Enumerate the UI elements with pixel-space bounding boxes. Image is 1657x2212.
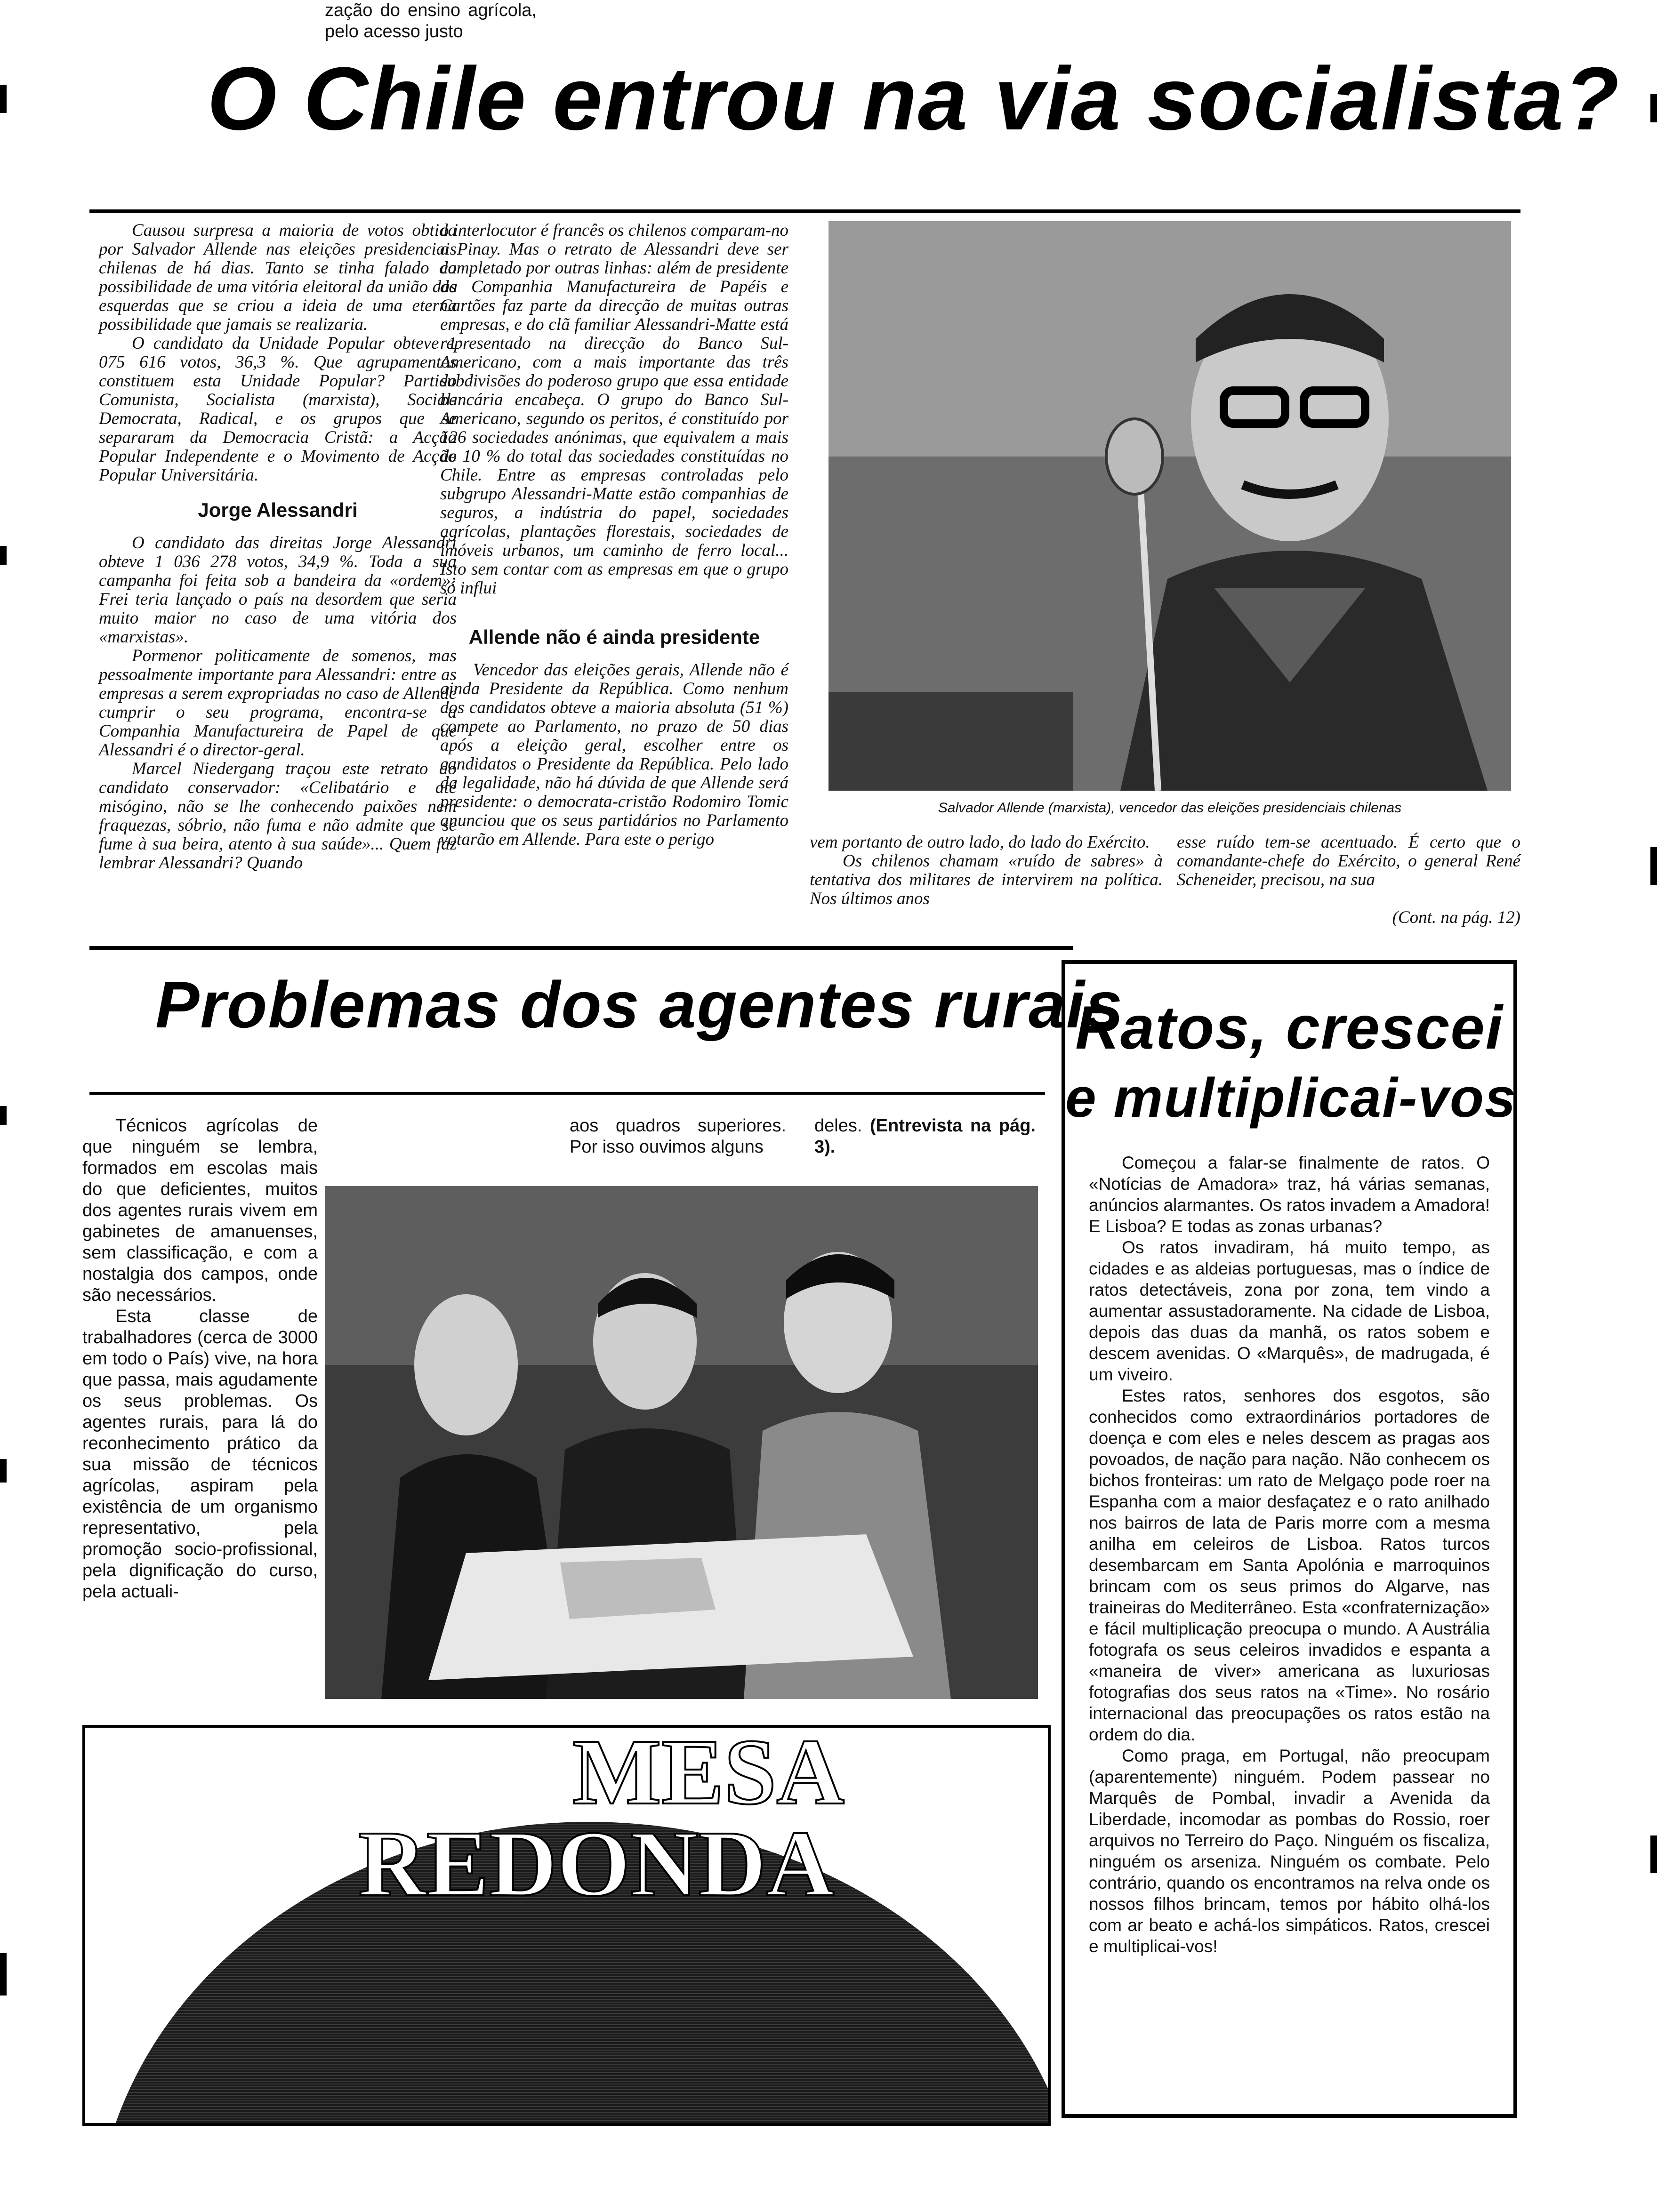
section-subhead: Allende não é ainda presidente [468, 626, 760, 648]
edge-mark [0, 1106, 7, 1125]
article-paragraph: Os chilenos chamam «ruído de sabres» à tentativa dos militares de intervirem na política. Nos últimos anos [810, 851, 1163, 908]
article-text: deles. [814, 1116, 862, 1136]
rural-column-4 [814, 1115, 1036, 1158]
article-paragraph: Os ratos invadiram, há muito tempo, as cidades e as aldeias portuguesas, mas o índice de ratos detectáveis, zona por zona, tem vindo a aumentar assustadoramente. Na cidade de Lisboa, depois das duas da manhã, os ratos sobem e descem avenidas. O «Marquês», de madrugada, é um viveiro. [1089, 1238, 1490, 1384]
page-headline: O Chile entrou na via socialista? [207, 49, 1620, 149]
mesa-redonda-disc [85, 1728, 1048, 2123]
redonda-word: REDONDA [358, 1812, 835, 1916]
section-subhead: Jorge Alessandri [198, 499, 358, 521]
article-column-2 [440, 221, 788, 849]
section-rule [89, 1092, 1045, 1095]
edge-mark [0, 85, 7, 113]
section-rule [89, 946, 1073, 950]
article-paragraph: Pormenor politicamente de somenos, mas pessoalmente importante para Alessandri: entre as empresas a serem expropriadas no caso de Allende cumprir o seu programa, encontra-se a Companhia Manufactureira de Papel de que Alessandri é o director-geral. [99, 646, 457, 760]
article-column-3 [810, 833, 1163, 908]
article-paragraph: Como praga, em Portugal, não preocupam (aparentemente) ninguém. Podem passear no Marquês de Pombal, invadir a Avenida da Liberdade, incomodar as pombas do Rossio, roer arquivos no Terreiro do Paço. Ninguém os fiscaliza, ninguém os arseniza. Ninguém os combate. Pelo contrário, quando os encontramos na relva onde os nossos filhos brincam, temos por hábito olhá-los com ar beato e achá-los simpáticos. Ratos, crescei e multiplicai-vos! [1089, 1746, 1490, 1956]
article-paragraph: Estes ratos, senhores dos esgotos, são conhecidos como extraordinários portadores de doença e com eles e neles descem as pragas aos povoados, de nação para nação. Não conhecem os bichos fronteiras: um rato de Melgaço pode roer na Espanha com a maior desfaçatez e o rato anilhado nos bairros de lata de Paris morre com a mesma anilha em celeiros de Lisboa. Ratos turcos desembarcam em Santa Apolónia e marroquinos brincam com os seus primos do Algarve, nas traineiras do Mediterrâneo. Esta «confraternização» e fácil multiplicação preocupa o mundo. A Austrália fotografa os seus celeiros invadidos e espanta a «maneira de viver» americana as luxuriosas fotografias dos seus ratos na «Time». No rosário internacional das preocupações os ratos estão na ordem do dia. [1089, 1386, 1490, 1744]
article-paragraph: O candidato da Unidade Popular obteve 1 075 616 votos, 36,3 %. Que agrupamentos constituem esta Unidade Popular? Partido Comunista, Socialista (marxista), Social-Democrata, Radical, e os grupos que se separaram da Democracia Cristã: a Acção Popular Independente e o Movimento de Acção Popular Universitária. [99, 334, 457, 485]
edge-mark [0, 546, 7, 565]
photo-caption: Salvador Allende (marxista), vencedor das eleições presidenciais chilenas [938, 800, 1402, 816]
mesa-redonda-banner [82, 1725, 1051, 2126]
allende-photo [828, 221, 1511, 791]
edge-mark [0, 1953, 7, 1996]
headline-rule [89, 209, 1520, 213]
article-paragraph: esse ruído tem-se acentuado. É certo que o comandante-chefe do Exército, o general René Scheneider, precisou, na sua [1177, 833, 1520, 890]
agents-photo [325, 1186, 1038, 1699]
rural-column-1 [82, 1115, 318, 1603]
edge-mark [1650, 847, 1657, 885]
article-paragraph: Técnicos agrícolas de que ninguém se lembra, formados em escolas mais do que deficientes, muitos dos agentes rurais vivem em gabinetes de amanuenses, sem classificação, e com a nostalgia dos campos, onde são necessários. [82, 1116, 318, 1305]
article-paragraph: O candidato das direitas Jorge Alessandri obteve 1 036 278 votos, 34,9 %. Toda a sua campanha foi feita sob a bandeira da «ordem»: Frei teria lançado o país na desordem que seria muito maior no caso de uma vitória dos «marxistas». [99, 533, 457, 647]
article-paragraph: Vencedor das eleições gerais, Allende não é ainda Presidente da República. Como nenhum dos candidatos obteve a maioria absoluta (51 %) compete ao Parlamento, no prazo de 50 dias após a eleição geral, escolher entre os candidatos o Presidente da República. Pelo lado da legalidade, não há dúvida de que Allende será presidente: o democrata-cristão Rodomiro Tomic anunciou que os seus partidários no Parlamento votarão em Allende. Para este o perigo [440, 660, 788, 849]
ratos-body [1065, 1133, 1513, 1957]
article-paragraph: Marcel Niedergang traçou este retrato do candidato conservador: «Celibatário e até misógino, não se lhe conhecendo paixões nem fraquezas, sóbrio, não fuma e não admite que se fume à sua beira, atento à sua saúde»... Quem faz lembrar Alessandri? Quando [99, 759, 457, 873]
allende-photo-illustration [828, 221, 1511, 791]
ratos-headline-line1: Ratos, crescei [1075, 993, 1504, 1062]
article-paragraph: Causou surpresa a maioria de votos obtida por Salvador Allende nas eleições presidenciais chilenas de há dias. Tanto se tinha falado da possibilidade de uma vitória eleitoral da união das esquerdas que se criou a ideia de uma eterna possibilidade que jamais se realizaria. [99, 221, 457, 334]
ratos-headline-line2: e multiplicai-vos [1065, 1067, 1517, 1129]
continued-note: (Cont. na pág. 12) [1392, 908, 1520, 927]
rural-column-2 [325, 0, 537, 42]
mesa-word: MESA [572, 1725, 845, 1824]
article-paragraph: Começou a falar-se finalmente de ratos. O «Notícias de Amadora» traz, há várias semanas, anúncios alarmantes. Os ratos invadem a Amadora! E Lisboa? E todas as zonas urbanas? [1089, 1153, 1490, 1236]
agents-photo-illustration [325, 1186, 1038, 1699]
article-column-1 [99, 221, 457, 873]
edge-mark [0, 1459, 7, 1483]
interview-reference: (Entrevista na pág. 3). [814, 1116, 1036, 1157]
article-paragraph: aos quadros superiores. Por isso ouvimos alguns [570, 1116, 786, 1157]
edge-mark [1650, 94, 1657, 122]
rural-column-3 [570, 1115, 786, 1158]
article-paragraph: o interlocutor é francês os chilenos comparam-no a Pinay. Mas o retrato de Alessandri deve ser completado por outras linhas: além de presidente da Companhia Manufactureira de Papéis e Cartões faz parte da direcção de muitas outras empresas, e do clã familiar Alessandri-Matte está representado na direcção do Banco Sul-Americano, com a mais importante das três subdivisões do poderoso grupo que essa entidade bancária encabeça. O grupo do Banco Sul-Americano, segundo os peritos, é constituído por 126 sociedades anónimas, que equivalem a mais de 10 % do total das sociedades constituídas no Chile. Entre as empresas controladas pelo subgrupo Alessandri-Matte estão companhias de seguros, a indústria do papel, sociedades agrícolas, plantações florestais, sociedades de imóveis urbanos, um caminho de ferro local... Isto sem contar com as empresas em que o grupo só influi [440, 221, 788, 598]
rural-headline: Problemas dos agentes rurais [155, 968, 1123, 1042]
edge-mark [1650, 1835, 1657, 1873]
article-column-4 [1177, 833, 1520, 927]
article-paragraph: Esta classe de trabalhadores (cerca de 3000 em todo o País) vive, na hora que passa, mais agudamente os seus problemas. Os agentes rurais, para lá do reconhecimento prático da sua missão de técnicos agrícolas, aspiram pela existência de um organismo representativo, pela promoção socio-profissional, pela dignificação do curso, pela actuali- [82, 1306, 318, 1602]
article-paragraph: vem portanto de outro lado, do lado do Exército. [810, 833, 1150, 852]
ratos-box [1062, 960, 1517, 2118]
article-paragraph: zação do ensino agrícola, pelo acesso justo [325, 0, 537, 41]
